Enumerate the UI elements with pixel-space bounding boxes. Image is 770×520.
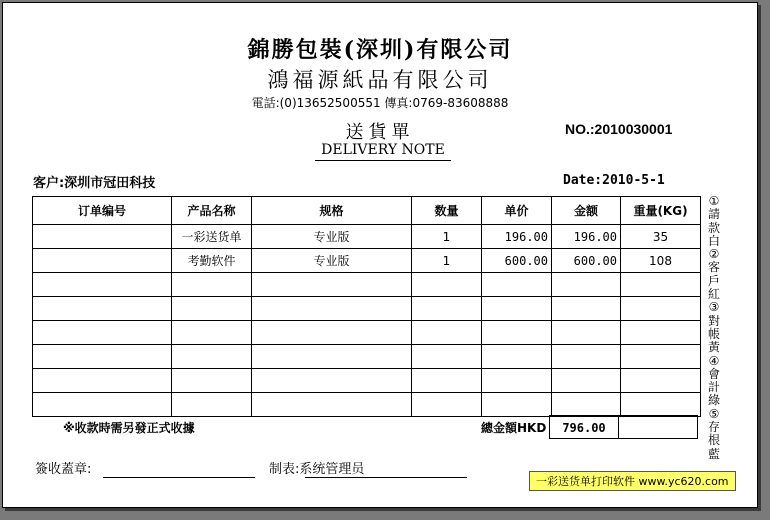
cell-product-name: 考勤软件: [172, 249, 252, 273]
cell-spec: [252, 321, 412, 345]
document-subtitle: DELIVERY NOTE: [315, 142, 451, 161]
cell-amount: [552, 393, 621, 417]
cell-weight: 108: [621, 249, 701, 273]
cell-spec: [252, 297, 412, 321]
cell-spec: 专业版: [252, 249, 412, 273]
maker-line: [305, 477, 467, 478]
software-badge-link[interactable]: 一彩送货单打印软件 www.yc620.com: [529, 471, 736, 491]
document-date: Date:2010-5-1: [563, 173, 665, 188]
maker-label: 制表:系统管理员: [269, 462, 365, 477]
cell-amount: 196.00: [552, 225, 621, 249]
cell-unit-price: [482, 297, 552, 321]
cell-spec: [252, 369, 412, 393]
cell-unit-price: [482, 393, 552, 417]
copies-note: ①請款白②客戶紅③對帳黃④會計綠⑤存根藍: [707, 194, 720, 461]
cell-quantity: [412, 321, 482, 345]
header-amount: 金额: [552, 197, 621, 225]
cell-weight: [621, 393, 701, 417]
cell-weight: 35: [621, 225, 701, 249]
cell-amount: [552, 297, 621, 321]
cell-amount: [552, 369, 621, 393]
table-row: [33, 369, 701, 393]
cell-weight: [621, 273, 701, 297]
header-weight: 重量(KG): [621, 197, 701, 225]
total-value: 796.00: [549, 415, 619, 439]
cell-product-name: [172, 273, 252, 297]
cell-quantity: [412, 369, 482, 393]
cell-unit-price: [482, 273, 552, 297]
total-label: 總金額HKD: [481, 421, 547, 435]
cell-quantity: 1: [412, 249, 482, 273]
document-page: [2, 2, 758, 508]
cell-quantity: [412, 345, 482, 369]
customer-name: 客户:深圳市冠田科技: [33, 176, 156, 191]
cell-product-name: 一彩送货单: [172, 225, 252, 249]
table-row: [33, 273, 701, 297]
cell-quantity: [412, 297, 482, 321]
cell-weight: [621, 321, 701, 345]
cell-unit-price: [482, 321, 552, 345]
cell-amount: [552, 345, 621, 369]
header-spec: 规格: [252, 197, 412, 225]
cell-quantity: 1: [412, 225, 482, 249]
cell-quantity: [412, 273, 482, 297]
cell-amount: 600.00: [552, 249, 621, 273]
header-order-no: 订单编号: [33, 197, 172, 225]
cell-unit-price: [482, 345, 552, 369]
cell-product-name: [172, 321, 252, 345]
cell-order-no: [33, 321, 172, 345]
cell-unit-price: 196.00: [482, 225, 552, 249]
header-unit-price: 单价: [482, 197, 552, 225]
cell-order-no: [33, 273, 172, 297]
cell-weight: [621, 345, 701, 369]
subsidiary-name: 鴻福源紙品有限公司: [267, 68, 493, 92]
table-header-row: [33, 197, 701, 225]
table-row: [33, 345, 701, 369]
cell-spec: [252, 345, 412, 369]
table-row: [33, 393, 701, 417]
cell-order-no: [33, 225, 172, 249]
header-product-name: 产品名称: [172, 197, 252, 225]
header-quantity: 数量: [412, 197, 482, 225]
cell-order-no: [33, 369, 172, 393]
cell-quantity: [412, 393, 482, 417]
table-row: [33, 225, 701, 249]
document-title: 送貨單: [345, 122, 415, 143]
company-name: 錦勝包裝(深圳)有限公司: [247, 37, 513, 63]
sign-line: [103, 477, 255, 478]
cell-product-name: [172, 345, 252, 369]
cell-unit-price: [482, 369, 552, 393]
cell-spec: [252, 393, 412, 417]
cell-order-no: [33, 297, 172, 321]
cell-weight: [621, 297, 701, 321]
total-weight-box: [618, 415, 698, 439]
cell-unit-price: 600.00: [482, 249, 552, 273]
document-number: NO.:2010030001: [565, 121, 673, 137]
cell-product-name: [172, 393, 252, 417]
cell-order-no: [33, 249, 172, 273]
items-table: [32, 196, 701, 417]
receipt-note: ※收款時需另發正式收據: [63, 421, 195, 435]
cell-amount: [552, 321, 621, 345]
cell-spec: 专业版: [252, 225, 412, 249]
cell-product-name: [172, 297, 252, 321]
cell-spec: [252, 273, 412, 297]
table-row: [33, 321, 701, 345]
sign-label: 簽收蓋章:: [35, 462, 92, 477]
contact-info: 電話:(0)13652500551 傳真:0769-83608888: [251, 96, 509, 110]
table-row: [33, 297, 701, 321]
cell-order-no: [33, 393, 172, 417]
cell-weight: [621, 369, 701, 393]
cell-amount: [552, 273, 621, 297]
table-row: [33, 249, 701, 273]
cell-order-no: [33, 345, 172, 369]
cell-product-name: [172, 369, 252, 393]
